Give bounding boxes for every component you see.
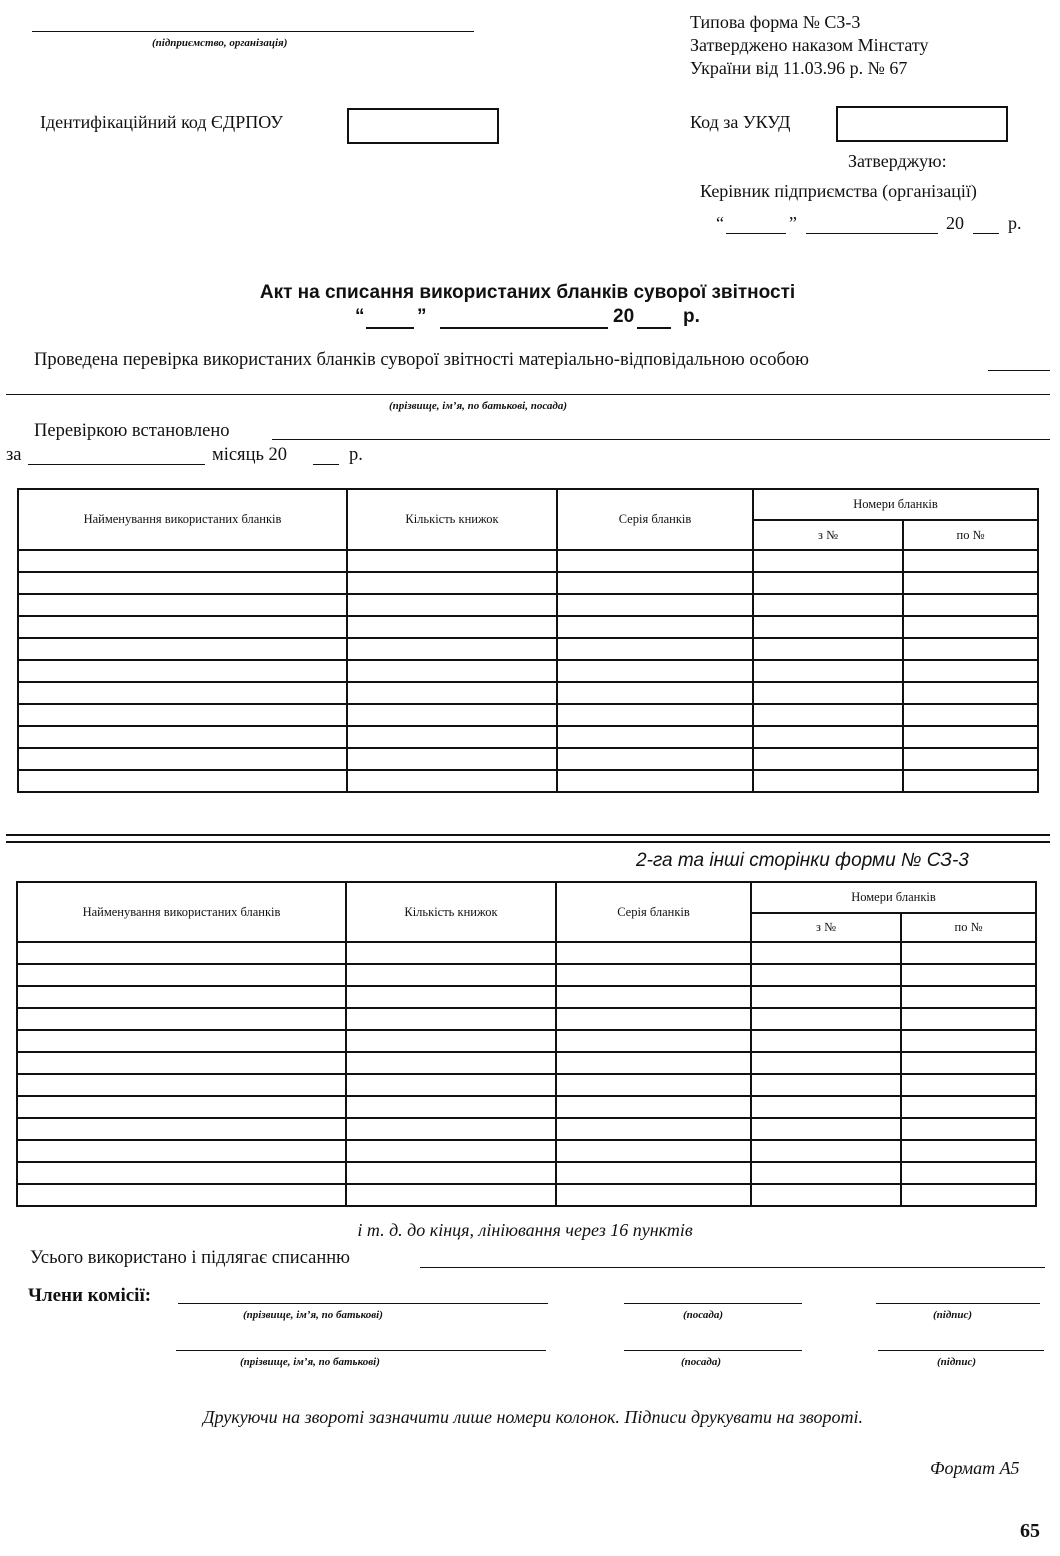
title-date-close-quote: ” bbox=[417, 306, 427, 327]
table1-row bbox=[18, 726, 1038, 748]
blank-name-cell[interactable] bbox=[18, 660, 347, 682]
blank-name-cell[interactable] bbox=[17, 1140, 346, 1162]
from-number-cell[interactable] bbox=[753, 594, 903, 616]
page-separator bbox=[6, 834, 1050, 843]
approve-label: Затверджую: bbox=[848, 151, 947, 171]
header-blank-name-2: Найменування використаних бланків bbox=[17, 882, 346, 942]
member2-name-caption: (прізвище, ім’я, по батькові) bbox=[240, 1356, 380, 1368]
blank-name-cell[interactable] bbox=[17, 1118, 346, 1140]
blank-name-cell[interactable] bbox=[17, 964, 346, 986]
responsible-person-line-1[interactable] bbox=[988, 370, 1050, 371]
books-count-cell[interactable] bbox=[346, 1162, 556, 1184]
series-cell[interactable] bbox=[557, 594, 753, 616]
blank-name-cell[interactable] bbox=[18, 726, 347, 748]
total-label: Усього використано і підлягає списанню bbox=[30, 1248, 350, 1268]
series-cell[interactable] bbox=[556, 1052, 751, 1074]
books-count-cell[interactable] bbox=[347, 660, 557, 682]
from-number-cell[interactable] bbox=[751, 1118, 901, 1140]
approve-month-line[interactable] bbox=[806, 233, 938, 234]
books-count-cell[interactable] bbox=[346, 1118, 556, 1140]
from-number-cell[interactable] bbox=[751, 1184, 901, 1206]
table2-row bbox=[17, 1052, 1036, 1074]
table2-row bbox=[17, 986, 1036, 1008]
series-cell[interactable] bbox=[557, 660, 753, 682]
blank-name-cell[interactable] bbox=[18, 638, 347, 660]
member1-signature-caption: (підпис) bbox=[933, 1309, 973, 1321]
series-cell[interactable] bbox=[556, 1118, 751, 1140]
blank-name-cell[interactable] bbox=[17, 1074, 346, 1096]
header-series-2: Серія бланків bbox=[556, 882, 751, 942]
from-number-cell[interactable] bbox=[753, 726, 903, 748]
blank-name-cell[interactable] bbox=[17, 986, 346, 1008]
blank-name-cell[interactable] bbox=[18, 682, 347, 704]
blank-name-cell[interactable] bbox=[17, 1162, 346, 1184]
table1-row bbox=[18, 704, 1038, 726]
header-blank-name: Найменування використаних бланків bbox=[18, 489, 347, 550]
from-number-cell[interactable] bbox=[753, 682, 903, 704]
series-cell[interactable] bbox=[556, 1140, 751, 1162]
enterprise-line[interactable] bbox=[32, 31, 474, 32]
act-title: Акт на списання використаних бланків суворої звітності bbox=[259, 282, 796, 303]
edrpou-code-box[interactable] bbox=[347, 108, 499, 144]
books-count-cell[interactable] bbox=[346, 1008, 556, 1030]
series-cell[interactable] bbox=[557, 638, 753, 660]
to-number-cell[interactable] bbox=[901, 942, 1036, 964]
table1-row bbox=[18, 594, 1038, 616]
header-series: Серія бланків bbox=[557, 489, 753, 550]
books-count-cell[interactable] bbox=[346, 1140, 556, 1162]
member2-signature-caption: (підпис) bbox=[937, 1356, 977, 1368]
from-number-cell[interactable] bbox=[751, 1008, 901, 1030]
series-cell[interactable] bbox=[556, 1184, 751, 1206]
from-number-cell[interactable] bbox=[753, 616, 903, 638]
series-cell[interactable] bbox=[557, 550, 753, 572]
series-cell[interactable] bbox=[556, 1008, 751, 1030]
table2-row bbox=[17, 1008, 1036, 1030]
to-number-cell[interactable] bbox=[901, 1008, 1036, 1030]
blank-name-cell[interactable] bbox=[18, 550, 347, 572]
to-number-cell[interactable] bbox=[901, 986, 1036, 1008]
check-text: Проведена перевірка використаних бланків суворої звітності матеріально-відповідальною особою bbox=[34, 350, 809, 370]
blank-name-cell[interactable] bbox=[17, 1184, 346, 1206]
from-number-cell[interactable] bbox=[751, 964, 901, 986]
blank-name-cell[interactable] bbox=[18, 704, 347, 726]
to-number-cell[interactable] bbox=[901, 1140, 1036, 1162]
to-number-cell[interactable] bbox=[901, 1118, 1036, 1140]
member1-signature-line[interactable] bbox=[876, 1303, 1040, 1304]
blank-name-cell[interactable] bbox=[17, 1008, 346, 1030]
series-cell[interactable] bbox=[556, 1074, 751, 1096]
books-count-cell[interactable] bbox=[346, 1030, 556, 1052]
from-number-cell[interactable] bbox=[751, 986, 901, 1008]
from-number-cell[interactable] bbox=[751, 1030, 901, 1052]
to-number-cell[interactable] bbox=[903, 616, 1038, 638]
to-number-cell[interactable] bbox=[903, 638, 1038, 660]
books-count-cell[interactable] bbox=[346, 986, 556, 1008]
header-blank-numbers: Номери бланків bbox=[753, 489, 1038, 520]
approve-date-open-quote: “ bbox=[716, 213, 724, 233]
books-count-cell[interactable] bbox=[346, 1052, 556, 1074]
books-count-cell[interactable] bbox=[347, 616, 557, 638]
period-prefix: за bbox=[6, 445, 22, 465]
title-month-line[interactable] bbox=[440, 327, 608, 329]
series-cell[interactable] bbox=[557, 770, 753, 792]
series-cell[interactable] bbox=[557, 704, 753, 726]
from-number-cell[interactable] bbox=[751, 1096, 901, 1118]
to-number-cell[interactable] bbox=[903, 572, 1038, 594]
series-cell[interactable] bbox=[556, 1030, 751, 1052]
responsible-person-line-2[interactable] bbox=[6, 394, 1050, 395]
person-caption: (прізвище, ім’я, по батькові, посада) bbox=[389, 400, 568, 412]
blank-name-cell[interactable] bbox=[18, 770, 347, 792]
books-count-cell[interactable] bbox=[347, 594, 557, 616]
ukud-code-box[interactable] bbox=[836, 106, 1008, 142]
from-number-cell[interactable] bbox=[753, 572, 903, 594]
from-number-cell[interactable] bbox=[753, 704, 903, 726]
blank-name-cell[interactable] bbox=[17, 1052, 346, 1074]
to-number-cell[interactable] bbox=[903, 594, 1038, 616]
header-books-count: Кількість книжок bbox=[347, 489, 557, 550]
table1-row bbox=[18, 770, 1038, 792]
table1-row bbox=[18, 572, 1038, 594]
table1-row bbox=[18, 550, 1038, 572]
member1-position-caption: (посада) bbox=[683, 1309, 723, 1321]
header-books-count-2: Кількість книжок bbox=[346, 882, 556, 942]
from-number-cell[interactable] bbox=[753, 660, 903, 682]
series-cell[interactable] bbox=[556, 942, 751, 964]
series-cell[interactable] bbox=[556, 1096, 751, 1118]
member1-name-line[interactable] bbox=[178, 1303, 548, 1304]
books-count-cell[interactable] bbox=[347, 550, 557, 572]
blank-name-cell[interactable] bbox=[17, 1096, 346, 1118]
to-number-cell[interactable] bbox=[903, 550, 1038, 572]
table2-row bbox=[17, 1074, 1036, 1096]
to-number-cell[interactable] bbox=[901, 964, 1036, 986]
table2-row bbox=[17, 1118, 1036, 1140]
blank-name-cell[interactable] bbox=[18, 572, 347, 594]
series-cell[interactable] bbox=[556, 964, 751, 986]
header-from-number: з № bbox=[753, 520, 903, 550]
table1-row bbox=[18, 638, 1038, 660]
blank-name-cell[interactable] bbox=[18, 594, 347, 616]
period-suffix: р. bbox=[349, 445, 363, 465]
series-cell[interactable] bbox=[556, 986, 751, 1008]
to-number-cell[interactable] bbox=[903, 682, 1038, 704]
books-count-cell[interactable] bbox=[347, 770, 557, 792]
header-blank-numbers-2: Номери бланків bbox=[751, 882, 1036, 913]
member2-position-caption: (посада) bbox=[681, 1356, 721, 1368]
member1-position-line[interactable] bbox=[624, 1303, 802, 1304]
books-count-cell[interactable] bbox=[346, 1074, 556, 1096]
table2-row bbox=[17, 1096, 1036, 1118]
from-number-cell[interactable] bbox=[753, 638, 903, 660]
to-number-cell[interactable] bbox=[903, 770, 1038, 792]
from-number-cell[interactable] bbox=[751, 1140, 901, 1162]
head-label: Керівник підприємства (організації) bbox=[700, 181, 977, 201]
from-number-cell[interactable] bbox=[753, 770, 903, 792]
to-number-cell[interactable] bbox=[901, 1096, 1036, 1118]
approved-line-1: Затверджено наказом Мінстату bbox=[690, 35, 929, 55]
table1-row bbox=[18, 616, 1038, 638]
table1-row bbox=[18, 682, 1038, 704]
period-month-label: місяць 20 bbox=[212, 445, 288, 465]
member1-name-caption: (прізвище, ім’я, по батькові) bbox=[243, 1309, 383, 1321]
table1-row bbox=[18, 748, 1038, 770]
table2-row bbox=[17, 1140, 1036, 1162]
to-number-cell[interactable] bbox=[903, 660, 1038, 682]
books-count-cell[interactable] bbox=[347, 704, 557, 726]
from-number-cell[interactable] bbox=[753, 550, 903, 572]
edrpou-label: Ідентифікаційний код ЄДРПОУ bbox=[40, 112, 283, 132]
series-cell[interactable] bbox=[556, 1162, 751, 1184]
established-label: Перевіркою встановлено bbox=[34, 421, 230, 441]
total-line[interactable] bbox=[420, 1267, 1045, 1268]
books-count-cell[interactable] bbox=[347, 682, 557, 704]
blank-name-cell[interactable] bbox=[17, 942, 346, 964]
member2-name-line[interactable] bbox=[176, 1350, 546, 1351]
books-count-cell[interactable] bbox=[346, 1096, 556, 1118]
approve-day-line[interactable] bbox=[726, 233, 786, 234]
table2-row bbox=[17, 942, 1036, 964]
books-count-cell[interactable] bbox=[346, 942, 556, 964]
title-date-suffix: р. bbox=[683, 306, 700, 327]
second-page-caption: 2-га та інші сторінки форми № СЗ-3 bbox=[636, 850, 969, 871]
blanks-table-first-page bbox=[17, 488, 1039, 793]
blanks-table-second-page bbox=[16, 881, 1037, 1207]
from-number-cell[interactable] bbox=[751, 1052, 901, 1074]
commission-label: Члени комісії: bbox=[28, 1285, 152, 1306]
to-number-cell[interactable] bbox=[903, 748, 1038, 770]
books-count-cell[interactable] bbox=[346, 964, 556, 986]
series-cell[interactable] bbox=[557, 748, 753, 770]
from-number-cell[interactable] bbox=[751, 942, 901, 964]
approve-date-year: 20 bbox=[946, 213, 964, 233]
series-cell[interactable] bbox=[557, 726, 753, 748]
enterprise-caption: (підприємство, організація) bbox=[152, 37, 288, 49]
books-count-cell[interactable] bbox=[347, 726, 557, 748]
books-count-cell[interactable] bbox=[347, 572, 557, 594]
table2-row bbox=[17, 964, 1036, 986]
blank-name-cell[interactable] bbox=[17, 1030, 346, 1052]
series-cell[interactable] bbox=[557, 572, 753, 594]
to-number-cell[interactable] bbox=[901, 1184, 1036, 1206]
table2-row bbox=[17, 1184, 1036, 1206]
blank-name-cell[interactable] bbox=[18, 748, 347, 770]
period-year-line[interactable] bbox=[313, 464, 339, 465]
header-to-number: по № bbox=[903, 520, 1038, 550]
table2-row bbox=[17, 1162, 1036, 1184]
title-date-year: 20 bbox=[613, 306, 635, 327]
ukud-label: Код за УКУД bbox=[690, 112, 791, 132]
approve-date-close-quote: ” bbox=[789, 213, 797, 233]
to-number-cell[interactable] bbox=[901, 1162, 1036, 1184]
lining-note: і т. д. до кінця, лініювання через 16 пунктів bbox=[357, 1220, 693, 1240]
print-note: Друкуючи на звороті зазначити лише номери колонок. Підписи друкувати на звороті. bbox=[203, 1407, 863, 1427]
page-number: 65 bbox=[1020, 1520, 1040, 1542]
established-line[interactable] bbox=[272, 439, 1050, 440]
books-count-cell[interactable] bbox=[346, 1184, 556, 1206]
approve-date-suffix: р. bbox=[1008, 213, 1022, 233]
to-number-cell[interactable] bbox=[901, 1052, 1036, 1074]
to-number-cell[interactable] bbox=[903, 726, 1038, 748]
period-line[interactable] bbox=[28, 464, 205, 465]
from-number-cell[interactable] bbox=[753, 748, 903, 770]
form-type: Типова форма № СЗ-3 bbox=[690, 12, 861, 32]
table2-row bbox=[17, 1030, 1036, 1052]
from-number-cell[interactable] bbox=[751, 1074, 901, 1096]
books-count-cell[interactable] bbox=[347, 748, 557, 770]
format-label: Формат А5 bbox=[930, 1458, 1020, 1478]
header-to-number-2: по № bbox=[901, 913, 1036, 942]
to-number-cell[interactable] bbox=[901, 1074, 1036, 1096]
approve-year-line[interactable] bbox=[973, 233, 999, 234]
series-cell[interactable] bbox=[557, 682, 753, 704]
series-cell[interactable] bbox=[557, 616, 753, 638]
title-year-line[interactable] bbox=[637, 327, 671, 329]
header-from-number-2: з № bbox=[751, 913, 901, 942]
from-number-cell[interactable] bbox=[751, 1162, 901, 1184]
title-date-open-quote: “ bbox=[355, 306, 365, 327]
approved-line-2: України від 11.03.96 р. № 67 bbox=[690, 58, 908, 78]
member2-signature-line[interactable] bbox=[878, 1350, 1044, 1351]
books-count-cell[interactable] bbox=[347, 638, 557, 660]
title-day-line[interactable] bbox=[366, 327, 414, 329]
blank-name-cell[interactable] bbox=[18, 616, 347, 638]
table1-row bbox=[18, 660, 1038, 682]
to-number-cell[interactable] bbox=[901, 1030, 1036, 1052]
to-number-cell[interactable] bbox=[903, 704, 1038, 726]
member2-position-line[interactable] bbox=[624, 1350, 802, 1351]
